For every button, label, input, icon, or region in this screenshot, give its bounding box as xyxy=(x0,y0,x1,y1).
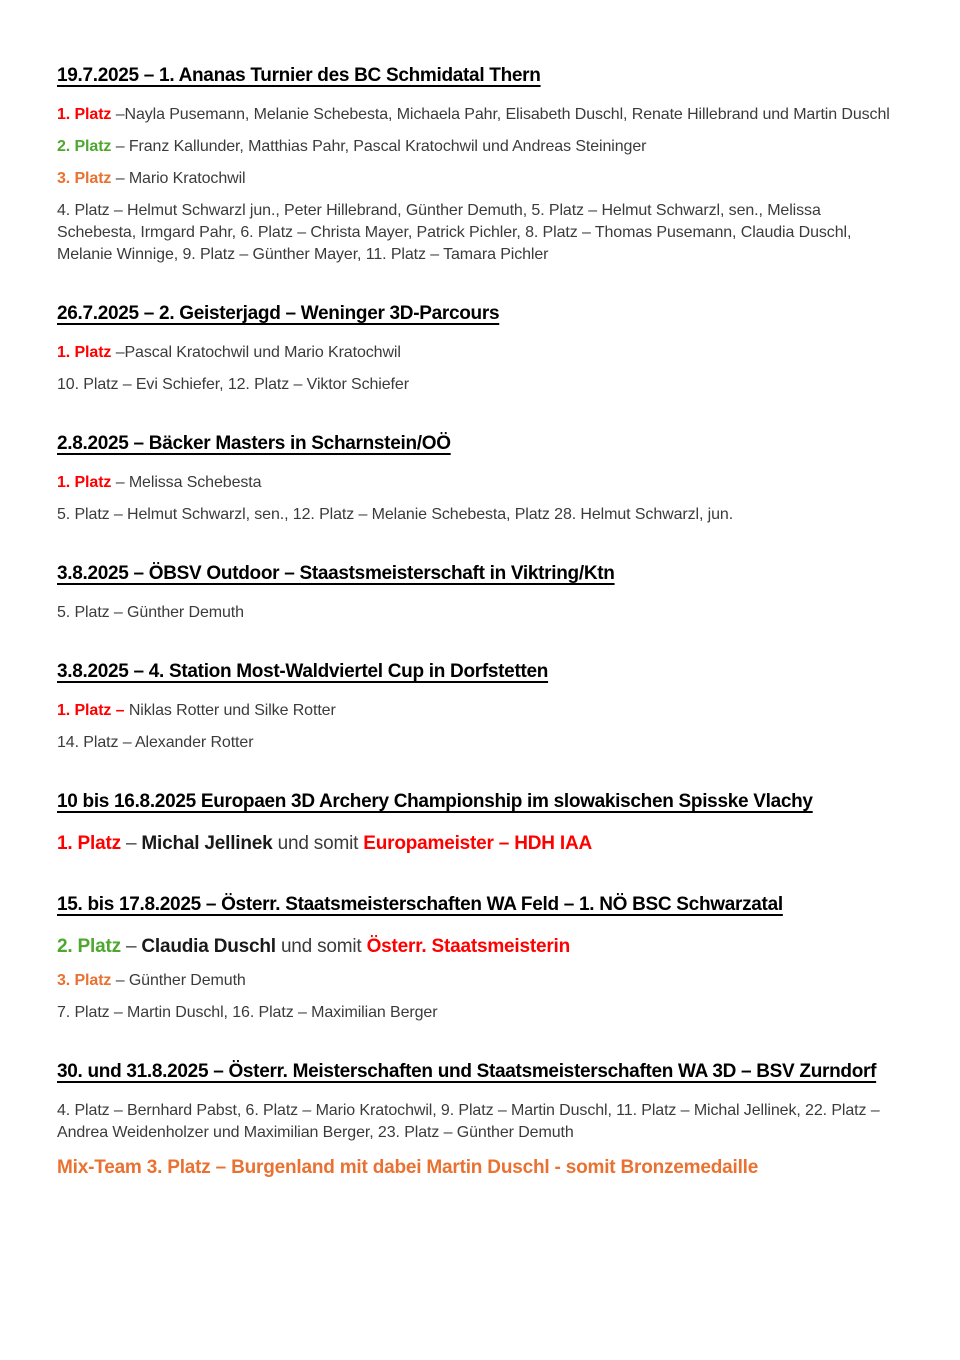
result-paragraph xyxy=(57,970,904,992)
placement-label-first: Europameister – HDH IAA xyxy=(363,833,593,854)
section-heading: 30. und 31.8.2025 – Österr. Meisterschaften und Staatsmeisterschaften WA 3D – BSV Zurndorf xyxy=(57,1061,877,1082)
tournament-section xyxy=(57,1058,904,1181)
result-paragraph xyxy=(57,1154,904,1181)
result-paragraph xyxy=(57,1100,904,1144)
result-paragraph xyxy=(57,504,904,526)
placement-label-first: 1. Platz xyxy=(57,344,116,361)
result-text: – xyxy=(120,833,142,854)
result-paragraph xyxy=(57,168,904,190)
result-text: 5. Platz – Günther Demuth xyxy=(57,604,244,621)
result-text: 14. Platz – Alexander Rotter xyxy=(57,734,254,751)
result-text: – Franz Kallunder, Matthias Pahr, Pascal Kratochwil und Andreas Steininger xyxy=(115,138,647,155)
section-heading: 3.8.2025 – 4. Station Most-Waldviertel Cup in Dorfstetten xyxy=(57,661,549,682)
placement-label-first: 1. Platz xyxy=(57,106,116,123)
tournament-section xyxy=(57,891,904,1024)
result-text: und somit xyxy=(275,936,367,957)
result-text: 4. Platz – Helmut Schwarzl jun., Peter Hillebrand, Günther Demuth, 5. Platz – Helmut Schwarzl, sen., Melissa Schebesta, Irmgard Pahr, 6. Platz – Christa Mayer, Patrick Pichler, 8. Platz – Thomas Pusemann, Claudia Duschl, Melanie Winnige, 9. Platz – Günther Mayer, 11. Platz – Tamara Pichler xyxy=(57,202,852,263)
result-text: – Melissa Schebesta xyxy=(115,474,262,491)
placement-label-first: 1. Platz xyxy=(57,474,116,491)
result-paragraph xyxy=(57,830,904,857)
result-text: – Mario Kratochwil xyxy=(115,170,246,187)
result-paragraph xyxy=(57,342,904,364)
tournament-section xyxy=(57,430,904,526)
result-text: – Günther Demuth xyxy=(115,972,246,989)
result-paragraph xyxy=(57,700,904,722)
result-text: 5. Platz – Helmut Schwarzl, sen., 12. Platz – Melanie Schebesta, Platz 28. Helmut Schwarzl, jun. xyxy=(57,506,734,523)
placement-label-third: 3. Platz xyxy=(57,972,116,989)
athlete-name: Claudia Duschl xyxy=(141,936,276,957)
result-text: 7. Platz – Martin Duschl, 16. Platz – Maximilian Berger xyxy=(57,1004,438,1021)
tournament-section xyxy=(57,658,904,754)
placement-label-third: 3. Platz xyxy=(57,170,116,187)
result-text: 10. Platz – Evi Schiefer, 12. Platz – Viktor Schiefer xyxy=(57,376,409,393)
result-paragraph xyxy=(57,200,904,266)
result-text: –Pascal Kratochwil und Mario Kratochwil xyxy=(115,344,401,361)
result-paragraph xyxy=(57,136,904,158)
section-heading: 2.8.2025 – Bäcker Masters in Scharnstein/OÖ xyxy=(57,433,451,454)
section-heading: 26.7.2025 – 2. Geisterjagd – Weninger 3D-Parcours xyxy=(57,303,500,324)
tournament-section xyxy=(57,560,904,624)
result-paragraph xyxy=(57,104,904,126)
athlete-name: Michal Jellinek xyxy=(141,833,273,854)
tournament-section xyxy=(57,62,904,266)
result-paragraph xyxy=(57,732,904,754)
section-heading: 19.7.2025 – 1. Ananas Turnier des BC Schmidatal Thern xyxy=(57,65,541,86)
section-heading: 3.8.2025 – ÖBSV Outdoor – Staastsmeisterschaft in Viktring/Ktn xyxy=(57,563,615,584)
result-text: – xyxy=(120,936,142,957)
placement-label-third: Mix-Team 3. Platz – Burgenland mit dabei Martin Duschl - somit Bronzemedaille xyxy=(57,1157,759,1178)
tournament-section xyxy=(57,300,904,396)
result-text: –Nayla Pusemann, Melanie Schebesta, Michaela Pahr, Elisabeth Duschl, Renate Hillebrand und Martin Duschl xyxy=(115,106,890,123)
result-paragraph xyxy=(57,374,904,396)
placement-label-first: 1. Platz xyxy=(57,833,121,854)
result-paragraph xyxy=(57,472,904,494)
placement-label-first: 1. Platz – xyxy=(57,702,129,719)
result-paragraph xyxy=(57,602,904,624)
tournament-section xyxy=(57,788,904,857)
section-heading: 10 bis 16.8.2025 Europaen 3D Archery Championship im slowakischen Spisske Vlachy xyxy=(57,791,813,812)
result-text: und somit xyxy=(272,833,364,854)
placement-label-second: 2. Platz xyxy=(57,138,116,155)
section-heading: 15. bis 17.8.2025 – Österr. Staatsmeisterschaften WA Feld – 1. NÖ BSC Schwarzatal xyxy=(57,894,783,915)
placement-label-second: 2. Platz xyxy=(57,936,121,957)
result-paragraph xyxy=(57,933,904,960)
result-text: Niklas Rotter und Silke Rotter xyxy=(128,702,336,719)
result-text: 4. Platz – Bernhard Pabst, 6. Platz – Mario Kratochwil, 9. Platz – Martin Duschl, 11. Platz – Michal Jellinek, 22. Platz – Andrea Weidenholzer und Maximilian Berger, 23. Platz – Günther Demuth xyxy=(57,1102,880,1141)
result-paragraph xyxy=(57,1002,904,1024)
placement-label-first: Österr. Staatsmeisterin xyxy=(366,936,571,957)
